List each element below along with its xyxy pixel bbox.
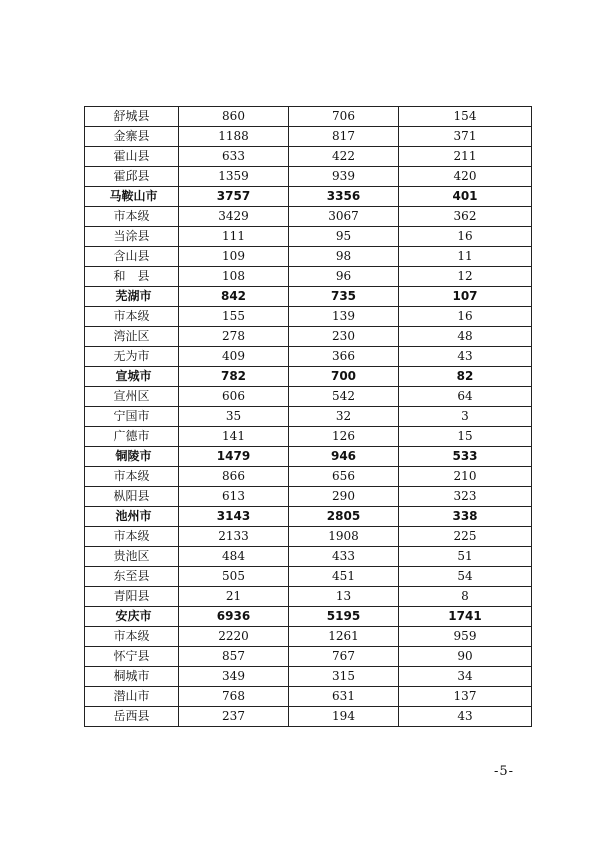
value-cell-1: 505 — [179, 567, 289, 587]
value-cell-3: 154 — [399, 107, 532, 127]
value-cell-1: 109 — [179, 247, 289, 267]
table-row — [85, 347, 532, 367]
value-cell-1: 2133 — [179, 527, 289, 547]
value-cell-1: 2220 — [179, 627, 289, 647]
value-cell-2: 290 — [289, 487, 399, 507]
value-cell-3: 16 — [399, 227, 532, 247]
value-cell-2: 366 — [289, 347, 399, 367]
value-cell-2: 735 — [289, 287, 399, 307]
region-name-cell: 安庆市 — [85, 607, 179, 627]
table-row — [85, 707, 532, 727]
table-row — [85, 267, 532, 287]
value-cell-1: 155 — [179, 307, 289, 327]
region-name-cell: 市本级 — [85, 627, 179, 647]
page-number: -5- — [494, 764, 515, 779]
value-cell-2: 32 — [289, 407, 399, 427]
statistics-table — [84, 106, 532, 727]
value-cell-2: 939 — [289, 167, 399, 187]
region-name-cell: 池州市 — [85, 507, 179, 527]
table-row — [85, 467, 532, 487]
region-name-cell: 金寨县 — [85, 127, 179, 147]
value-cell-1: 3429 — [179, 207, 289, 227]
value-cell-3: 323 — [399, 487, 532, 507]
region-name-cell: 霍邱县 — [85, 167, 179, 187]
value-cell-1: 866 — [179, 467, 289, 487]
value-cell-1: 111 — [179, 227, 289, 247]
value-cell-2: 1261 — [289, 627, 399, 647]
table-row — [85, 547, 532, 567]
region-name-cell: 广德市 — [85, 427, 179, 447]
value-cell-2: 96 — [289, 267, 399, 287]
value-cell-2: 451 — [289, 567, 399, 587]
region-name-cell: 桐城市 — [85, 667, 179, 687]
value-cell-2: 95 — [289, 227, 399, 247]
value-cell-2: 5195 — [289, 607, 399, 627]
table-row — [85, 127, 532, 147]
value-cell-3: 3 — [399, 407, 532, 427]
value-cell-3: 48 — [399, 327, 532, 347]
region-name-cell: 马鞍山市 — [85, 187, 179, 207]
table-row — [85, 167, 532, 187]
value-cell-3: 90 — [399, 647, 532, 667]
value-cell-3: 82 — [399, 367, 532, 387]
region-name-cell: 怀宁县 — [85, 647, 179, 667]
table-row — [85, 647, 532, 667]
region-name-cell: 无为市 — [85, 347, 179, 367]
table-row — [85, 627, 532, 647]
table-row — [85, 667, 532, 687]
value-cell-2: 817 — [289, 127, 399, 147]
value-cell-3: 107 — [399, 287, 532, 307]
table-row — [85, 587, 532, 607]
table-row — [85, 487, 532, 507]
value-cell-3: 51 — [399, 547, 532, 567]
table-row — [85, 407, 532, 427]
table-row — [85, 207, 532, 227]
region-name-cell: 岳西县 — [85, 707, 179, 727]
table-row — [85, 327, 532, 347]
value-cell-1: 35 — [179, 407, 289, 427]
value-cell-3: 959 — [399, 627, 532, 647]
value-cell-1: 3757 — [179, 187, 289, 207]
region-name-cell: 含山县 — [85, 247, 179, 267]
table-row — [85, 567, 532, 587]
region-name-cell: 市本级 — [85, 307, 179, 327]
value-cell-3: 54 — [399, 567, 532, 587]
value-cell-2: 422 — [289, 147, 399, 167]
city-row — [85, 447, 532, 467]
value-cell-3: 34 — [399, 667, 532, 687]
city-row — [85, 607, 532, 627]
value-cell-3: 211 — [399, 147, 532, 167]
value-cell-1: 782 — [179, 367, 289, 387]
region-name-cell: 当涂县 — [85, 227, 179, 247]
region-name-cell: 市本级 — [85, 527, 179, 547]
value-cell-1: 606 — [179, 387, 289, 407]
region-name-cell: 霍山县 — [85, 147, 179, 167]
value-cell-1: 237 — [179, 707, 289, 727]
table-row — [85, 147, 532, 167]
value-cell-1: 3143 — [179, 507, 289, 527]
value-cell-3: 362 — [399, 207, 532, 227]
region-name-cell: 贵池区 — [85, 547, 179, 567]
table-row — [85, 247, 532, 267]
value-cell-1: 349 — [179, 667, 289, 687]
value-cell-1: 6936 — [179, 607, 289, 627]
value-cell-1: 1188 — [179, 127, 289, 147]
value-cell-1: 278 — [179, 327, 289, 347]
table-row — [85, 307, 532, 327]
region-name-cell: 东至县 — [85, 567, 179, 587]
value-cell-1: 857 — [179, 647, 289, 667]
value-cell-2: 13 — [289, 587, 399, 607]
value-cell-3: 43 — [399, 347, 532, 367]
value-cell-3: 225 — [399, 527, 532, 547]
value-cell-1: 860 — [179, 107, 289, 127]
region-name-cell: 舒城县 — [85, 107, 179, 127]
city-row — [85, 187, 532, 207]
region-name-cell: 潜山市 — [85, 687, 179, 707]
value-cell-3: 420 — [399, 167, 532, 187]
region-name-cell: 枞阳县 — [85, 487, 179, 507]
table-row — [85, 527, 532, 547]
region-name-cell: 宣州区 — [85, 387, 179, 407]
value-cell-2: 767 — [289, 647, 399, 667]
value-cell-3: 43 — [399, 707, 532, 727]
region-name-cell: 湾沚区 — [85, 327, 179, 347]
value-cell-2: 3356 — [289, 187, 399, 207]
value-cell-3: 8 — [399, 587, 532, 607]
value-cell-2: 706 — [289, 107, 399, 127]
value-cell-2: 656 — [289, 467, 399, 487]
value-cell-3: 16 — [399, 307, 532, 327]
value-cell-3: 11 — [399, 247, 532, 267]
value-cell-2: 946 — [289, 447, 399, 467]
value-cell-1: 768 — [179, 687, 289, 707]
value-cell-1: 1359 — [179, 167, 289, 187]
region-name-cell: 芜湖市 — [85, 287, 179, 307]
region-name-cell: 市本级 — [85, 207, 179, 227]
value-cell-2: 700 — [289, 367, 399, 387]
city-row — [85, 507, 532, 527]
value-cell-1: 1479 — [179, 447, 289, 467]
value-cell-3: 12 — [399, 267, 532, 287]
table-row — [85, 687, 532, 707]
value-cell-1: 633 — [179, 147, 289, 167]
value-cell-2: 126 — [289, 427, 399, 447]
value-cell-3: 338 — [399, 507, 532, 527]
region-name-cell: 和 县 — [85, 267, 179, 287]
value-cell-2: 433 — [289, 547, 399, 567]
region-name-cell: 宣城市 — [85, 367, 179, 387]
value-cell-3: 64 — [399, 387, 532, 407]
value-cell-3: 210 — [399, 467, 532, 487]
table-row — [85, 427, 532, 447]
value-cell-2: 230 — [289, 327, 399, 347]
value-cell-1: 141 — [179, 427, 289, 447]
region-name-cell: 市本级 — [85, 467, 179, 487]
table-row — [85, 107, 532, 127]
value-cell-1: 613 — [179, 487, 289, 507]
value-cell-2: 315 — [289, 667, 399, 687]
value-cell-3: 371 — [399, 127, 532, 147]
value-cell-3: 1741 — [399, 607, 532, 627]
region-name-cell: 宁国市 — [85, 407, 179, 427]
region-name-cell: 铜陵市 — [85, 447, 179, 467]
value-cell-2: 2805 — [289, 507, 399, 527]
value-cell-2: 139 — [289, 307, 399, 327]
value-cell-2: 542 — [289, 387, 399, 407]
value-cell-2: 3067 — [289, 207, 399, 227]
value-cell-1: 108 — [179, 267, 289, 287]
value-cell-2: 194 — [289, 707, 399, 727]
region-name-cell: 青阳县 — [85, 587, 179, 607]
value-cell-3: 137 — [399, 687, 532, 707]
value-cell-3: 401 — [399, 187, 532, 207]
table-row — [85, 227, 532, 247]
value-cell-2: 98 — [289, 247, 399, 267]
city-row — [85, 287, 532, 307]
table-body — [85, 107, 532, 727]
value-cell-2: 631 — [289, 687, 399, 707]
value-cell-2: 1908 — [289, 527, 399, 547]
value-cell-3: 533 — [399, 447, 532, 467]
table-row — [85, 387, 532, 407]
city-row — [85, 367, 532, 387]
value-cell-1: 842 — [179, 287, 289, 307]
value-cell-1: 409 — [179, 347, 289, 367]
value-cell-1: 484 — [179, 547, 289, 567]
value-cell-3: 15 — [399, 427, 532, 447]
value-cell-1: 21 — [179, 587, 289, 607]
